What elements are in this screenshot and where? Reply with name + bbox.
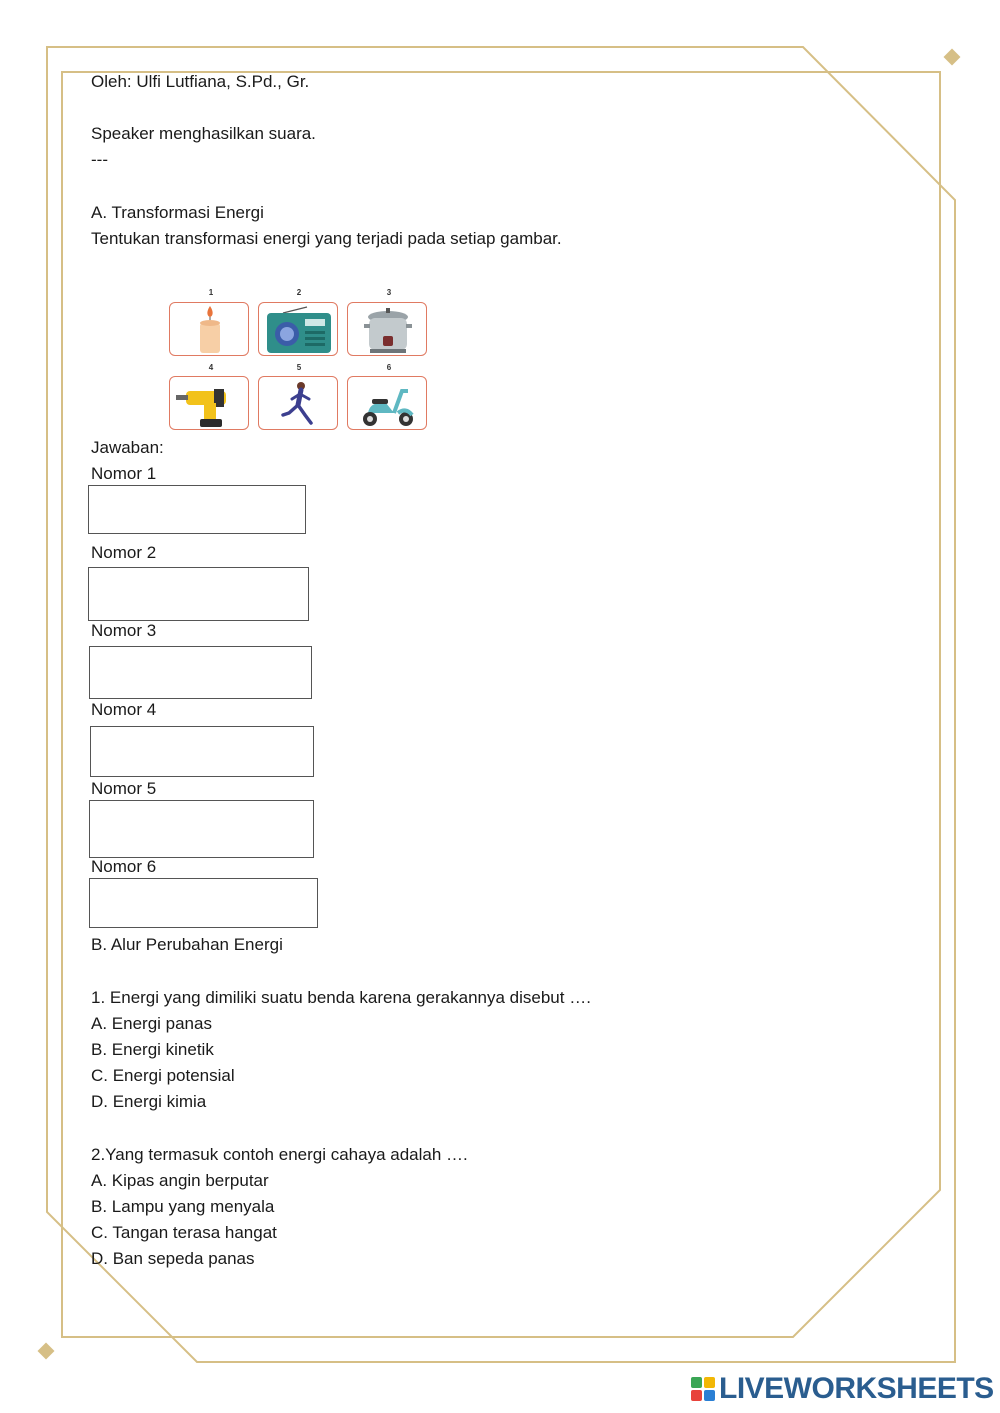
picture-number: 6 <box>386 363 392 372</box>
radio-icon <box>259 303 339 357</box>
section-a-instruction: Tentukan transformasi energi yang terjadi pada setiap gambar. <box>91 229 562 248</box>
picture-card-5 <box>258 376 338 430</box>
answer-label-6: Nomor 6 <box>91 857 157 876</box>
question-2-option-b[interactable]: B. Lampu yang menyala <box>91 1197 275 1216</box>
picture-card-4 <box>169 376 249 430</box>
energy-pictures-grid <box>160 286 440 436</box>
diamond-ornament-icon <box>944 49 961 66</box>
question-2-option-a[interactable]: A. Kipas angin berputar <box>91 1171 269 1190</box>
question-2-option-c[interactable]: C. Tangan terasa hangat <box>91 1223 277 1242</box>
picture-number: 1 <box>208 288 214 297</box>
answer-input-4[interactable] <box>90 726 314 777</box>
answer-input-3[interactable] <box>89 646 312 699</box>
liveworksheets-logo <box>690 1373 994 1405</box>
question-1-option-c[interactable]: C. Energi potensial <box>91 1066 235 1085</box>
question-1-option-a[interactable]: A. Energi panas <box>91 1014 212 1033</box>
running-person-icon <box>259 377 339 431</box>
drill-icon <box>170 377 250 431</box>
picture-card-6 <box>347 376 427 430</box>
separator: --- <box>91 150 108 169</box>
logo-text: LIVEWORKSHEETS <box>719 1372 994 1405</box>
picture-card-1 <box>169 302 249 356</box>
author-line: Oleh: Ulfi Lutfiana, S.Pd., Gr. <box>91 72 310 91</box>
picture-number: 2 <box>296 288 302 297</box>
answer-input-1[interactable] <box>88 485 306 534</box>
picture-number: 5 <box>296 363 302 372</box>
answer-input-5[interactable] <box>89 800 314 858</box>
question-1: 1. Energi yang dimiliki suatu benda karena gerakannya disebut …. <box>91 988 591 1007</box>
candle-icon <box>170 303 250 357</box>
answer-label-4: Nomor 4 <box>91 700 157 719</box>
rice-cooker-icon <box>348 303 428 357</box>
diamond-ornament-icon <box>38 1343 55 1360</box>
question-1-option-b[interactable]: B. Energi kinetik <box>91 1040 214 1059</box>
answer-label-2: Nomor 2 <box>91 543 157 562</box>
answer-label-1: Nomor 1 <box>91 464 157 483</box>
liveworksheets-mark-icon <box>690 1376 716 1402</box>
intro-text: Speaker menghasilkan suara. <box>91 124 316 143</box>
answer-heading: Jawaban: <box>91 438 164 457</box>
picture-number: 4 <box>208 363 214 372</box>
answer-label-3: Nomor 3 <box>91 621 157 640</box>
section-a-title: A. Transformasi Energi <box>91 203 264 222</box>
section-b-title: B. Alur Perubahan Energi <box>91 935 283 954</box>
picture-number: 3 <box>386 288 392 297</box>
scooter-icon <box>348 377 428 431</box>
answer-input-6[interactable] <box>89 878 318 928</box>
answer-label-5: Nomor 5 <box>91 779 157 798</box>
question-1-option-d[interactable]: D. Energi kimia <box>91 1092 207 1111</box>
picture-card-3 <box>347 302 427 356</box>
question-2: 2.Yang termasuk contoh energi cahaya adalah …. <box>91 1145 468 1164</box>
picture-card-2 <box>258 302 338 356</box>
question-2-option-d[interactable]: D. Ban sepeda panas <box>91 1249 255 1268</box>
answer-input-2[interactable] <box>88 567 309 621</box>
